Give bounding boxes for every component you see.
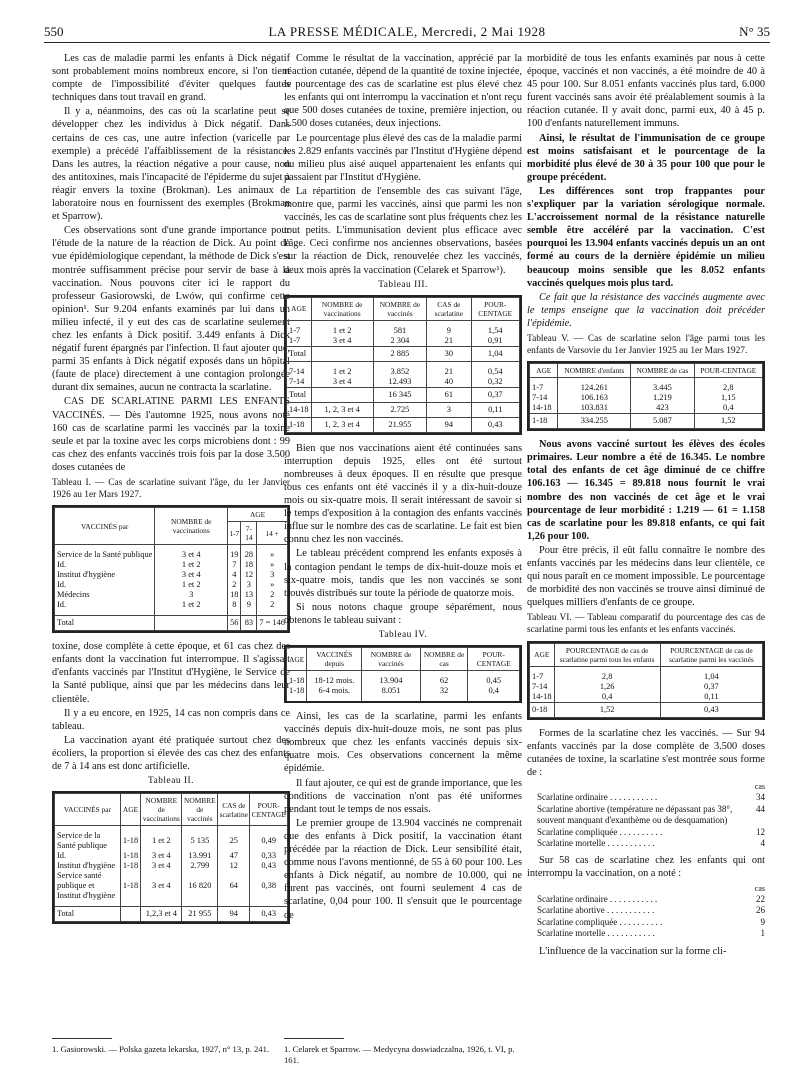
list-cell: Scarlatine abortive . . . . . . . . . . . bbox=[537, 905, 655, 916]
table-cell: Institut d'hygiène bbox=[55, 570, 155, 580]
table-cell: 1-18 bbox=[120, 861, 140, 871]
table-cell: 30 bbox=[427, 346, 471, 361]
col-header: VACCINÉS depuis bbox=[307, 648, 362, 671]
issue-number: N° 35 bbox=[739, 24, 770, 39]
table-cell: 2.725 bbox=[373, 402, 426, 417]
table-cell: 1,04 bbox=[471, 346, 519, 361]
list-item bbox=[537, 905, 765, 916]
col-header: 14 + bbox=[257, 522, 288, 545]
paragraph: Formes de la scarlatine chez les vaccinés. — Sur 94 enfants vaccinés par la dose complète de 3.500 doses cutanées de toxine, la scarlatine s'est montrée sous forme de : bbox=[527, 727, 765, 778]
table-cell: 16 820 bbox=[182, 871, 218, 901]
table-row bbox=[55, 580, 288, 590]
table-row bbox=[55, 550, 288, 560]
table-row bbox=[287, 417, 520, 432]
table-2 bbox=[52, 791, 290, 924]
table-cell: 1 et 2 bbox=[155, 560, 228, 570]
col-header: NOMBRE de vaccinations bbox=[141, 794, 182, 826]
table-cell: 14-18 bbox=[530, 692, 555, 703]
table-cell: 62 bbox=[420, 676, 468, 686]
list-cell: Scarlatine compliquée . . . . . . . . . . bbox=[537, 916, 663, 927]
table-cell: 0,43 bbox=[250, 861, 288, 871]
table-row bbox=[530, 682, 763, 692]
table-cell bbox=[120, 907, 140, 922]
table-cell: 3 bbox=[155, 590, 228, 600]
table-cell: 2 885 bbox=[373, 346, 426, 361]
table-cell: Total bbox=[287, 346, 312, 361]
paragraph: La répartition de l'ensemble des cas suivant l'âge, montre que, parmi les vaccinés, ainsi que parmi les non vaccinés, les cas de scarlatine sont plus fréquents chez les tout petits. L'immunisation devient plus efficace avec l'âge. Ceci confirme nos anciennes observations, basées sur la réaction de Dick, renouvelée chez les vaccinés, deux mois après la vaccination (Celarek et Sparrow¹). bbox=[284, 185, 522, 276]
paragraph: Le tableau précédent comprend les enfants exposés à la contagion pendant le temps de dix-huit-douze mois et six-quatre mois, tandis que les non vaccinés se sont trouvés distribués sur toute la période de quatorze mois. bbox=[284, 548, 522, 599]
table-cell: 18-12 mois. bbox=[307, 676, 362, 686]
page-header bbox=[44, 24, 770, 40]
col-header: NOMBRE de vaccinés bbox=[182, 794, 218, 826]
table-cell: 3 bbox=[427, 402, 471, 417]
table-3-caption: Tableau III. bbox=[378, 279, 428, 290]
paragraph: Il faut ajouter, ce qui est de grande importance, que les conditions de vaccination n'ont pas été uniformes pendant tout le temps de nos essais. bbox=[284, 777, 522, 815]
list-cell: 9 bbox=[760, 916, 765, 927]
col-header: CAS de scarlatine bbox=[427, 297, 471, 320]
paragraph: Pour être précis, il eût fallu connaître le nombre des enfants vaccinés par les médecins dans leur clientèle, ce qui nous paraît en ce moment impossible. Le pourcentage de morbidité des non vaccinés se trouve ainsi diminué de quelques milliers d'enfants de ce groupe. bbox=[527, 544, 765, 609]
table-cell: 21.955 bbox=[373, 417, 426, 432]
table-row bbox=[287, 346, 520, 361]
table-cell: 0,45 bbox=[468, 676, 520, 686]
table-cell: 1 et 2 bbox=[311, 326, 373, 336]
table-row bbox=[55, 861, 288, 871]
table-cell: 3 et 4 bbox=[141, 851, 182, 861]
table-cell: 8 bbox=[228, 600, 241, 610]
table-row bbox=[287, 402, 520, 417]
table-cell: 19 bbox=[228, 550, 241, 560]
table-cell: 1-7 bbox=[287, 336, 312, 347]
table-cell: 1, 2, 3 et 4 bbox=[311, 402, 373, 417]
table-cell: 106.163 bbox=[558, 393, 631, 403]
table-cell: 14-18 bbox=[287, 402, 312, 417]
table-cell: 1-18 bbox=[530, 414, 558, 429]
table-cell: 581 bbox=[373, 326, 426, 336]
col-header: 1-7 bbox=[228, 522, 241, 545]
table-cell: 0,38 bbox=[250, 871, 288, 901]
footnote-rule bbox=[284, 1038, 344, 1039]
list-item bbox=[537, 894, 765, 905]
page-number: 550 bbox=[44, 24, 64, 39]
table-2-caption: Tableau II. bbox=[148, 776, 194, 787]
col-header: AGE bbox=[287, 297, 312, 320]
table-cell bbox=[155, 616, 228, 631]
paragraph: CAS DE SCARLATINE PARMI LES ENFANTS VACCINÉS. — Dès l'automne 1925, nous avons noté 160 cas de scarlatine parmi les vaccinés par la toxine seule et par la toxine avec les corps microbiens dont : 99 cas chez des enfants vaccinés trois fois par la dose 3.500 doses cutanées de bbox=[52, 396, 290, 473]
table-cell: 0,43 bbox=[660, 702, 762, 717]
table-cell: 7-14 bbox=[287, 367, 312, 377]
table-cell: 1 et 2 bbox=[155, 600, 228, 610]
table-row bbox=[530, 403, 763, 414]
list-cell: 12 bbox=[756, 826, 765, 837]
paragraph: Comme le résultat de la vaccination, apprécié par la réaction cutanée, dépend de la quantité de toxine injectée, le pourcentage des cas de scarlatine est plus élevé chez les enfants qui ont interrompu la vaccination et n'ont reçu que 500 doses cutanées de toxine, première injection, ou 1.500 doses cutanées, deux injections. bbox=[284, 53, 522, 130]
col-header: POUR-CENTAGE bbox=[471, 297, 519, 320]
table-cell: 1 et 2 bbox=[155, 580, 228, 590]
table-cell: 32 bbox=[420, 686, 468, 696]
table-cell: 83 bbox=[241, 616, 257, 631]
table-cell: 1-7 bbox=[530, 672, 555, 682]
table-cell: 18 bbox=[241, 560, 257, 570]
table-row bbox=[55, 560, 288, 570]
table-cell: Médecins bbox=[55, 590, 155, 600]
list-cell: 44 bbox=[756, 803, 765, 814]
table-cell: 334.255 bbox=[558, 414, 631, 429]
paragraph: L'influence de la vaccination sur la forme cli- bbox=[539, 945, 727, 957]
table-total-row bbox=[55, 616, 288, 631]
col-header: POUR-CENTAGE bbox=[250, 794, 288, 826]
table-cell: 21 955 bbox=[182, 907, 218, 922]
table-cell: 1,2,3 et 4 bbox=[141, 907, 182, 922]
forms-list-2 bbox=[537, 883, 765, 940]
table-cell: 3 et 4 bbox=[311, 336, 373, 347]
table-row bbox=[287, 387, 520, 402]
table-cell: Id. bbox=[55, 560, 155, 570]
footnote-rule bbox=[52, 1038, 112, 1039]
table-cell: » bbox=[257, 560, 288, 570]
col-header: NOMBRE de vaccinés bbox=[373, 297, 426, 320]
list-header: cas bbox=[754, 781, 765, 791]
table-row bbox=[287, 367, 520, 377]
paragraph: Ainsi, le résultat de l'immunisation de ce groupe est moins satisfaisant et le pourcentage de la morbidité plus élevé de 30 à 35 pour 100 que pour le groupe précédent. bbox=[527, 132, 765, 183]
table-cell: 1-18 bbox=[287, 676, 307, 686]
column-1 bbox=[52, 52, 290, 931]
table-cell: 12.493 bbox=[373, 377, 426, 388]
list-cell: 34 bbox=[756, 792, 765, 803]
table-cell: Id. bbox=[55, 600, 155, 610]
paragraph: toxine, dose complète à cette époque, et 61 cas chez des enfants dont la vaccination fut interrompue. Il s'agissait d'enfants vaccinés par l'Institut d'Hygiène, le Service de la Santé publique, ainsi que par les médecins dans leur clientèle. bbox=[52, 641, 290, 705]
table-cell: 9 bbox=[427, 326, 471, 336]
table-cell: 2 bbox=[257, 600, 288, 610]
table-cell: 1-7 bbox=[287, 326, 312, 336]
table-cell: 423 bbox=[631, 403, 694, 414]
paragraph: Les différences sont trop frappantes pour s'expliquer par la variation sérologique normale. L'accroissement normal de la résistance naturelle semble être accéléré par la vaccination. C'est pourquoi les 13.904 enfants vaccinés depuis un an ont formé au cours de la dernière épidémie un milieu beaucoup moins sensible que les 8.052 enfants vaccinés quelques mois plus tard. bbox=[527, 185, 765, 289]
list-item bbox=[537, 827, 765, 838]
table-4 bbox=[284, 645, 522, 703]
table-cell: 3 bbox=[257, 570, 288, 580]
col-header: AGE bbox=[120, 794, 140, 826]
table-cell: 1,04 bbox=[660, 672, 762, 682]
table-cell: 7-14 bbox=[287, 377, 312, 388]
table-cell: 0,4 bbox=[694, 403, 762, 414]
paragraph: Ces observations sont d'une grande importance pour l'étude de la nature de la réaction de Dick. Au point de vue épidémiologique cependant, la méthode de Dick s'est montrée suffisamment précise pour servir de base à la vaccination. Nous pouvons citer ici le rapport du professeur Gasiorowski, de Lwów, qui confirme cette opinion¹. Sur 9.204 enfants examinés par lui dans un milieu infecté, il y eut des cas de scarlatine seulement chez les enfants à Dick positif. 3.449 enfants à Dick négatif furent épargnés par l'infection. Il faut ajouter que, parmi 35 enfants à Dick négatif exposés dans un hôpital (faute de place) directement à une contagion prolongée durant dix semaines, aucun ne contracta la scarlatine. bbox=[52, 225, 290, 394]
table-cell: 1,15 bbox=[694, 393, 762, 403]
list-item bbox=[537, 917, 765, 928]
table-row bbox=[287, 336, 520, 347]
table-cell: 1-18 bbox=[120, 851, 140, 861]
table-1-caption: Tableau I. — Cas de scarlatine suivant l'âge, du 1er Janvier 1926 au 1er Mars 1927. bbox=[52, 478, 290, 500]
table-cell: » bbox=[257, 580, 288, 590]
table-cell: 40 bbox=[427, 377, 471, 388]
table-cell bbox=[311, 387, 373, 402]
col-header: POUR-CENTAGE bbox=[468, 648, 520, 671]
col-header: NOMBRE de cas bbox=[420, 648, 468, 671]
paragraph: Ce fait que la résistance des vaccinés augmente avec le temps enseigne que la vaccination doit précéder l'épidémie. bbox=[527, 291, 765, 329]
table-row bbox=[287, 326, 520, 336]
paragraph: Si nous notons chaque groupe séparément, nous obtenons le tableau suivant : bbox=[284, 601, 522, 626]
table-cell: 1,52 bbox=[694, 414, 762, 429]
paragraph: Le pourcentage plus élevé des cas de la maladie parmi les 2.829 enfants vaccinés par l'Institut d'Hygiène dépend du milieu plus aisé auquel appartenaient les enfants qui passaient par l'Institut d'Hygiène. bbox=[284, 132, 522, 183]
table-cell: 12 bbox=[218, 861, 250, 871]
table-cell: Id. bbox=[55, 851, 121, 861]
table-cell: 1,52 bbox=[554, 702, 660, 717]
table-cell: 1 et 2 bbox=[311, 367, 373, 377]
forms-list-1 bbox=[537, 781, 765, 849]
table-cell: Id. bbox=[55, 580, 155, 590]
col-header: VACCINÉS par bbox=[55, 794, 121, 826]
paragraph: Sur 58 cas de scarlatine chez les enfants qui ont interrompu la vaccination, on a noté : bbox=[527, 855, 765, 880]
table-cell: 0,43 bbox=[250, 907, 288, 922]
table-cell bbox=[307, 696, 362, 701]
table-cell: 2,8 bbox=[694, 383, 762, 393]
col-header: NOMBRE de vaccinés bbox=[362, 648, 420, 671]
table-cell: 9 bbox=[241, 600, 257, 610]
table-cell: 0,43 bbox=[471, 417, 519, 432]
table-cell: 3 et 4 bbox=[141, 871, 182, 901]
table-cell: 0,4 bbox=[554, 692, 660, 703]
table-cell: 5.087 bbox=[631, 414, 694, 429]
table-4-caption: Tableau IV. bbox=[378, 630, 428, 640]
table-cell: Institut d'hygiène bbox=[55, 861, 121, 871]
table-cell: 3 bbox=[241, 580, 257, 590]
table-row bbox=[55, 600, 288, 610]
col-header: AGE bbox=[530, 364, 558, 378]
list-header: cas bbox=[754, 883, 765, 893]
table-cell: 0,11 bbox=[471, 402, 519, 417]
table-cell: 2 bbox=[257, 590, 288, 600]
col-header: NOMBRE de cas bbox=[631, 364, 694, 378]
table-cell: Total bbox=[55, 616, 155, 631]
table-cell: 0,91 bbox=[471, 336, 519, 347]
list-cell: Scarlatine ordinaire . . . . . . . . . . . bbox=[537, 792, 658, 803]
table-6-caption: Tableau VI. — Tableau comparatif du pourcentage des cas de scarlatine parmi tous les enfants et les enfants vaccinés. bbox=[527, 613, 765, 635]
table-cell: 1,26 bbox=[554, 682, 660, 692]
table-cell: 0,32 bbox=[471, 377, 519, 388]
table-cell: 16 345 bbox=[373, 387, 426, 402]
table-cell: 0,37 bbox=[660, 682, 762, 692]
paragraph: Le premier groupe de 13.904 vaccinés ne comprenait que des enfants à Dick positif, la vaccination étant précédée par la réaction de Dick. Leur sensibilité était, comme nous l'avons mentionné, de 55 à 60 pour 100. Les enfants à Dick négatif, au nombre de 10.000, qui ne furent pas vaccinés, ont fourni seulement 4 cas de scarlatine, 0,04 pour 100. Il s'ensuit que le pourcentage de bbox=[284, 817, 522, 921]
col-header: VACCINÉS par bbox=[55, 508, 155, 545]
paragraph: Il y a eu encore, en 1925, 14 cas non compris dans ce tableau. bbox=[52, 707, 290, 732]
column-2 bbox=[284, 52, 522, 923]
table-cell: 13.991 bbox=[182, 851, 218, 861]
table-cell: 4 bbox=[228, 570, 241, 580]
table-cell: 3 et 4 bbox=[311, 377, 373, 388]
table-cell: 1-18 bbox=[287, 686, 307, 696]
list-cell: 22 bbox=[756, 893, 765, 904]
table-cell: 61 bbox=[427, 387, 471, 402]
table-cell: 1.219 bbox=[631, 393, 694, 403]
table-cell bbox=[362, 696, 420, 701]
table-cell: 2 304 bbox=[373, 336, 426, 347]
footnote: 1. Gasiorowski. — Polska gazeta lekarska, 1927, n° 13, p. 241. bbox=[52, 1044, 270, 1054]
table-cell: 103.831 bbox=[558, 403, 631, 414]
table-cell: 0,4 bbox=[468, 686, 520, 696]
list-cell: 4 bbox=[760, 837, 765, 848]
table-row bbox=[287, 686, 520, 696]
table-3 bbox=[284, 295, 522, 435]
col-header: AGE bbox=[287, 648, 307, 671]
table-cell: 3 et 4 bbox=[155, 570, 228, 580]
table-5 bbox=[527, 361, 765, 431]
table-row bbox=[530, 672, 763, 682]
list-cell: Scarlatine ordinaire . . . . . . . . . . . bbox=[537, 893, 658, 904]
footnote: 1. Celarek et Sparrow. — Medycyna doswiadczalna, 1926, t. VI, p. 161. bbox=[284, 1044, 515, 1065]
journal-title: LA PRESSE MÉDICALE, Mercredi, 2 Mai 1928 bbox=[268, 24, 546, 39]
table-cell: » bbox=[257, 550, 288, 560]
table-cell: 3 et 4 bbox=[155, 550, 228, 560]
table-row bbox=[287, 676, 520, 686]
col-header: 7-14 bbox=[241, 522, 257, 545]
list-cell: Scarlatine mortelle . . . . . . . . . . . bbox=[537, 928, 655, 939]
table-cell: 21 bbox=[427, 336, 471, 347]
table-cell: Total bbox=[287, 387, 312, 402]
table-cell: 8.051 bbox=[362, 686, 420, 696]
col-header: CAS de scarlatine bbox=[218, 794, 250, 826]
paragraph: morbidité de tous les enfants examinés par nous à cette époque, vaccinés et non vaccinés, a été moindre de 40 à 45 pour 100. Sur 8.051 enfants vaccinés plus tard, 6.000 furent vaccinés sans avoir été préalablement soumis à la réaction cutanée. Il y avait donc, parmi eux, 40 à 45 p. 100 d'enfants naturellement immuns. bbox=[527, 53, 765, 130]
table-cell: Total bbox=[55, 907, 121, 922]
table-cell: 1, 2, 3 et 4 bbox=[311, 417, 373, 432]
table-cell: 7 bbox=[228, 560, 241, 570]
column-3 bbox=[527, 52, 765, 959]
table-cell: 0,37 bbox=[471, 387, 519, 402]
table-cell bbox=[311, 346, 373, 361]
table-row bbox=[55, 831, 288, 851]
list-item bbox=[537, 804, 765, 827]
table-6 bbox=[527, 641, 765, 720]
table-cell: 21 bbox=[427, 367, 471, 377]
table-cell: 0-18 bbox=[530, 702, 555, 717]
table-cell: 7 = 146 bbox=[257, 616, 288, 631]
table-cell: 124.261 bbox=[558, 383, 631, 393]
table-cell: 47 bbox=[218, 851, 250, 861]
list-cell: Scarlatine compliquée . . . . . . . . . . bbox=[537, 826, 663, 837]
table-cell: 94 bbox=[218, 907, 250, 922]
paragraph: Bien que nos vaccinations aient été continuées sans interruption depuis 1925, elles ont été surtout nombreuses à deux époques. Il en résulte que presque tous ces enfants ont été vaccinés il y a dix-huit-douze mois ou six-quatre mois. Il serait intéressant de savoir si le temps d'exposition à la contagion des enfants vaccinés influe sur le nombre des cas de scarlatine. Le fait est bien connu chez les non vaccinés. bbox=[284, 442, 522, 546]
table-1 bbox=[52, 505, 290, 633]
table-cell: 5 135 bbox=[182, 831, 218, 851]
table-cell: 56 bbox=[228, 616, 241, 631]
col-header: POUR-CENTAGE bbox=[694, 364, 762, 378]
table-cell: 1-18 bbox=[120, 831, 140, 851]
table-cell: 14-18 bbox=[530, 403, 558, 414]
table-row bbox=[530, 393, 763, 403]
table-cell bbox=[420, 696, 468, 701]
list-cell: Scarlatine mortelle . . . . . . . . . . . bbox=[537, 837, 655, 848]
table-cell: 2.799 bbox=[182, 861, 218, 871]
table-cell: 28 bbox=[241, 550, 257, 560]
table-cell bbox=[468, 696, 520, 701]
table-row bbox=[55, 570, 288, 580]
table-cell: 2 bbox=[228, 580, 241, 590]
table-row bbox=[55, 590, 288, 600]
table-cell: 2,8 bbox=[554, 672, 660, 682]
table-cell: Service de la Santé publique bbox=[55, 831, 121, 851]
table-cell: 3.445 bbox=[631, 383, 694, 393]
col-header: NOMBRE de vaccinations bbox=[155, 508, 228, 545]
table-cell: 7-14 bbox=[530, 682, 555, 692]
table-total-row bbox=[530, 702, 763, 717]
list-cell: 1 bbox=[760, 928, 765, 939]
table-cell: 7-14 bbox=[530, 393, 558, 403]
table-cell: 18 bbox=[228, 590, 241, 600]
table-cell: Service de la Santé publique bbox=[55, 550, 155, 560]
table-row bbox=[287, 377, 520, 388]
col-header: AGE bbox=[228, 508, 288, 522]
col-header: NOMBRE d'enfants bbox=[558, 364, 631, 378]
table-cell bbox=[287, 696, 307, 701]
table-cell: 12 bbox=[241, 570, 257, 580]
table-cell: 13.904 bbox=[362, 676, 420, 686]
table-cell: 0,11 bbox=[660, 692, 762, 703]
paragraph: La vaccination ayant été pratiquée surtout chez des écoliers, la proportion si élevée des cas chez des enfants de 7 à 14 ans est donc artificielle. bbox=[52, 734, 290, 773]
col-header: NOMBRE de vaccinations bbox=[311, 297, 373, 320]
paragraph: Il y a, néanmoins, des cas où la scarlatine peut se développer chez les individus à Dick négatif. Dans certains de ces cas, une autre infection (varicelle par exemple) a précédé l'affaiblissement de la résistance. Dans les autres, la réaction négative a pour cause, non des antitoxines, mais l'incapacité de l'épiderme du sujet à réagir envers la toxine (Brokman). Les animaux de laboratoire nous en fournissent des exemples (Brokman et Sparrow). bbox=[52, 106, 290, 223]
table-cell: 0,33 bbox=[250, 851, 288, 861]
table-cell: 1,54 bbox=[471, 326, 519, 336]
header-rule bbox=[44, 42, 770, 43]
col-header: POURCENTAGE de cas de scarlatine parmi tous les enfants bbox=[554, 643, 660, 666]
table-cell: 64 bbox=[218, 871, 250, 901]
table-total-row bbox=[530, 414, 763, 429]
table-cell: 13 bbox=[241, 590, 257, 600]
table-cell: 1-7 bbox=[530, 383, 558, 393]
list-item bbox=[537, 792, 765, 803]
table-cell: 3.852 bbox=[373, 367, 426, 377]
table-total-row bbox=[55, 907, 288, 922]
table-cell: 1-18 bbox=[287, 417, 312, 432]
col-header: POURCENTAGE de cas de scarlatine parmi les vaccinés bbox=[660, 643, 762, 666]
table-cell: 25 bbox=[218, 831, 250, 851]
col-header: AGE bbox=[530, 643, 555, 666]
list-cell: Scarlatine abortive (température ne dépassant pas 38°, souvent manquant d'exanthème ou de desquamation) bbox=[537, 803, 733, 826]
list-item bbox=[537, 928, 765, 939]
paragraph: Ainsi, les cas de la scarlatine, parmi les enfants vaccinés depuis dix-huit-douze mois, ne sont pas plus nombreux que chez les enfants vaccinés depuis six-quatre mois. Ces observations concernent la même épidémie. bbox=[284, 711, 522, 775]
table-cell: 3 et 4 bbox=[141, 861, 182, 871]
table-cell: 1-18 bbox=[120, 871, 140, 901]
table-cell: 0,54 bbox=[471, 367, 519, 377]
table-cell: 1 et 2 bbox=[141, 831, 182, 851]
list-cell: 26 bbox=[756, 905, 765, 916]
table-row bbox=[55, 871, 288, 901]
table-cell: Service santé publique et Institut d'hygiène bbox=[55, 871, 121, 901]
table-cell: 6-4 mois. bbox=[307, 686, 362, 696]
table-cell: 0,49 bbox=[250, 831, 288, 851]
table-row bbox=[530, 692, 763, 703]
list-item bbox=[537, 838, 765, 849]
paragraph: Nous avons vacciné surtout les élèves des écoles primaires. Leur nombre a été de 16.345. Le nombre total des enfants de cet âge diminué de ce chiffre 106.163 — 16.345 = 89.818 nous fournit le vrai nombre des non vaccinés de cet âge et le vrai pourcentage de leur morbidité : 1.219 — 61 = 1.158 cas de scarlatine pour les 89.818 enfants, ce qui fait 1,26 pour 100. bbox=[527, 439, 765, 542]
table-5-caption: Tableau V. — Cas de scarlatine selon l'âge parmi tous les enfants de Varsovie du 1er Janvier 1925 au 1er Mars 1927. bbox=[527, 333, 765, 356]
paragraph: Les cas de maladie parmi les enfants à Dick négatif sont probablement moins nombreux encore, si l'on tient compte de l'impossibilité d'éviter quelques fautes techniques dans tout travail en grand. bbox=[52, 53, 290, 104]
table-cell: 94 bbox=[427, 417, 471, 432]
table-row bbox=[55, 851, 288, 861]
table-row bbox=[530, 383, 763, 393]
